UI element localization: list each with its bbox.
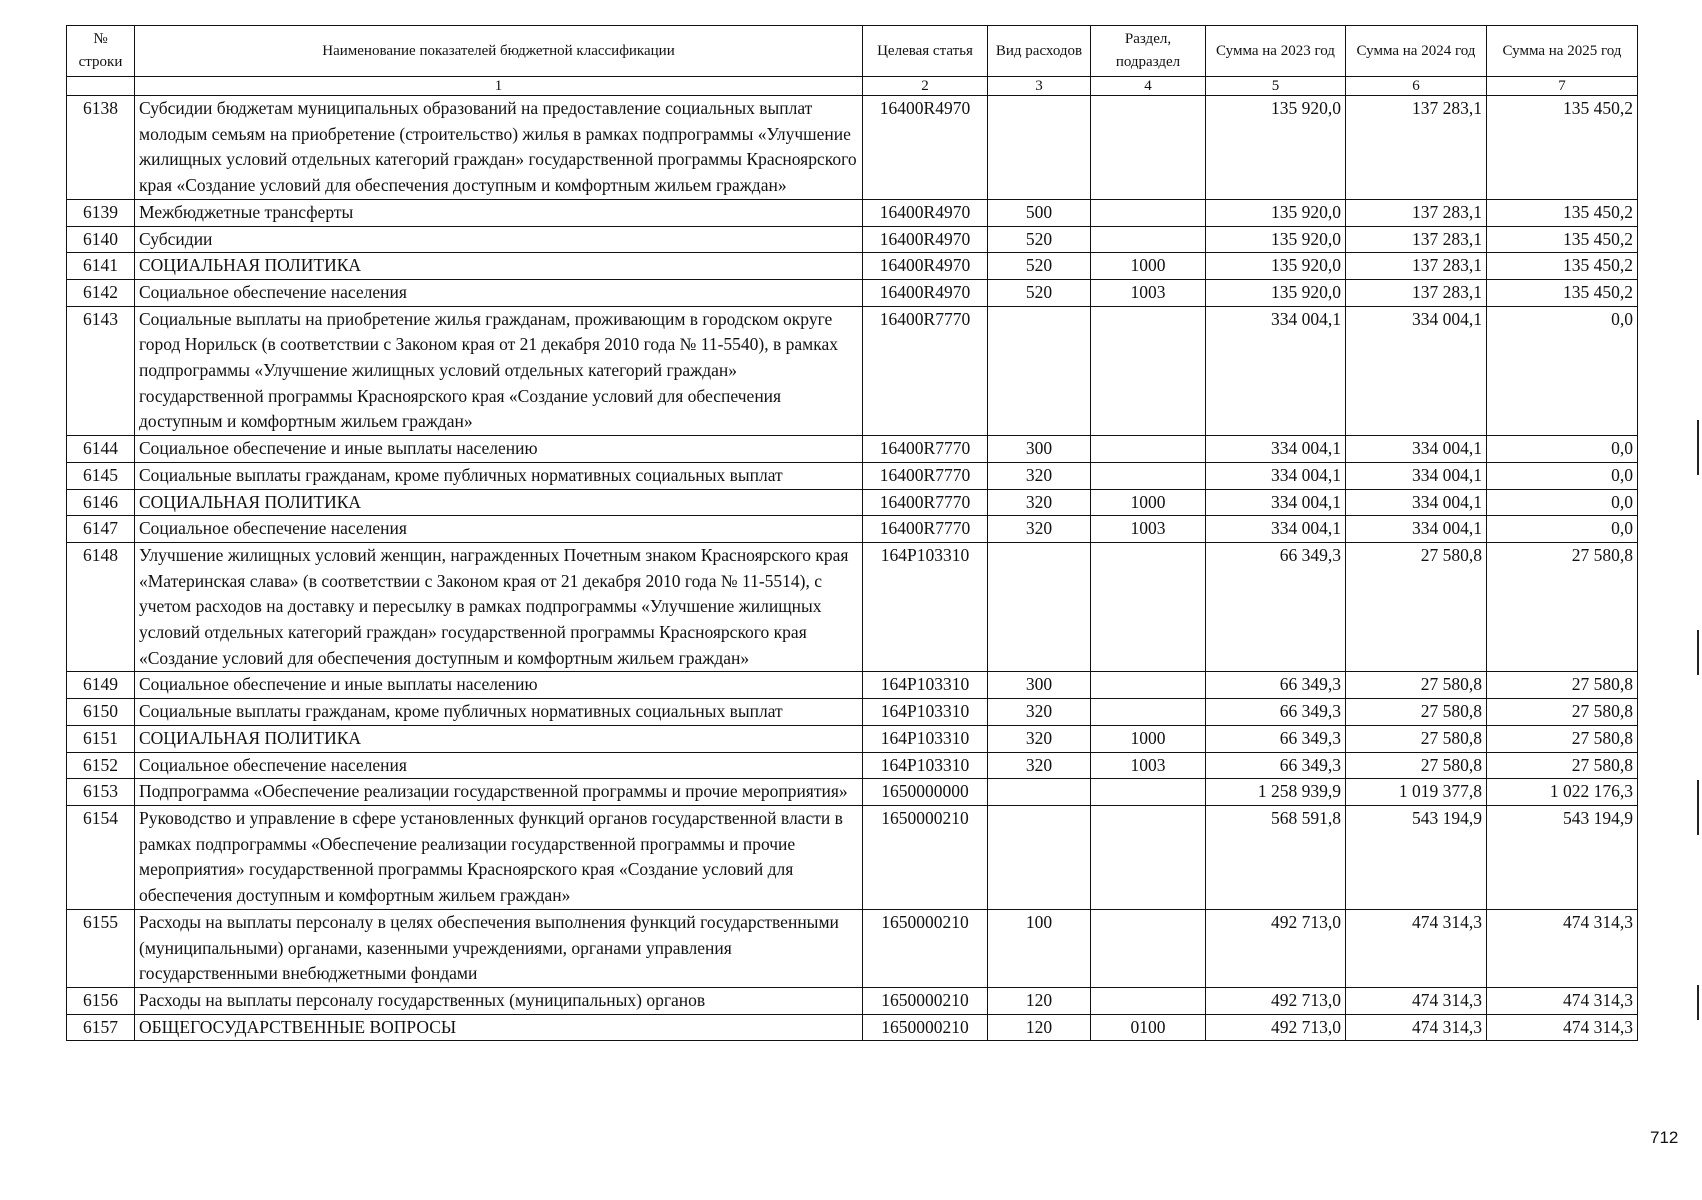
row-kind: 320 bbox=[988, 462, 1091, 489]
row-section bbox=[1091, 462, 1206, 489]
row-section bbox=[1091, 672, 1206, 699]
row-number: 6142 bbox=[67, 279, 135, 306]
table-row bbox=[67, 805, 1638, 909]
row-kind: 300 bbox=[988, 436, 1091, 463]
row-section bbox=[1091, 779, 1206, 806]
scan-edge-mark bbox=[1697, 630, 1699, 675]
row-kind bbox=[988, 779, 1091, 806]
row-kind: 320 bbox=[988, 516, 1091, 543]
row-sum-2024: 137 283,1 bbox=[1346, 279, 1487, 306]
row-sum-2024: 334 004,1 bbox=[1346, 516, 1487, 543]
table-row bbox=[67, 253, 1638, 280]
row-kind: 520 bbox=[988, 279, 1091, 306]
row-number: 6145 bbox=[67, 462, 135, 489]
row-sum-2023: 334 004,1 bbox=[1206, 462, 1346, 489]
table-row bbox=[67, 279, 1638, 306]
row-section: 1000 bbox=[1091, 725, 1206, 752]
row-number: 6154 bbox=[67, 805, 135, 909]
header-section: Раздел, подраздел bbox=[1091, 26, 1206, 77]
row-target: 164P103310 bbox=[863, 699, 988, 726]
row-sum-2023: 334 004,1 bbox=[1206, 489, 1346, 516]
row-kind bbox=[988, 805, 1091, 909]
header-2025: Сумма на 2025 год bbox=[1487, 26, 1638, 77]
row-sum-2023: 135 920,0 bbox=[1206, 226, 1346, 253]
row-section: 0100 bbox=[1091, 1014, 1206, 1041]
row-section bbox=[1091, 909, 1206, 987]
row-sum-2025: 474 314,3 bbox=[1487, 987, 1638, 1014]
row-sum-2024: 27 580,8 bbox=[1346, 752, 1487, 779]
row-section bbox=[1091, 436, 1206, 463]
row-section: 1000 bbox=[1091, 253, 1206, 280]
row-sum-2023: 66 349,3 bbox=[1206, 752, 1346, 779]
row-number: 6155 bbox=[67, 909, 135, 987]
table-row bbox=[67, 489, 1638, 516]
row-target: 16400R7770 bbox=[863, 436, 988, 463]
row-sum-2025: 135 450,2 bbox=[1487, 253, 1638, 280]
colnum-2: 2 bbox=[863, 77, 988, 96]
row-kind: 320 bbox=[988, 725, 1091, 752]
row-section bbox=[1091, 96, 1206, 200]
row-target: 1650000210 bbox=[863, 987, 988, 1014]
row-sum-2025: 1 022 176,3 bbox=[1487, 779, 1638, 806]
row-target: 164P103310 bbox=[863, 542, 988, 672]
row-number: 6143 bbox=[67, 306, 135, 436]
header-row-no: № строки bbox=[67, 26, 135, 77]
table-row bbox=[67, 96, 1638, 200]
row-number: 6140 bbox=[67, 226, 135, 253]
row-number: 6153 bbox=[67, 779, 135, 806]
colnum-7: 7 bbox=[1487, 77, 1638, 96]
row-name: Социальное обеспечение населения bbox=[135, 279, 863, 306]
row-kind bbox=[988, 306, 1091, 436]
table-row bbox=[67, 725, 1638, 752]
table-row bbox=[67, 436, 1638, 463]
row-sum-2024: 137 283,1 bbox=[1346, 253, 1487, 280]
row-kind: 520 bbox=[988, 226, 1091, 253]
row-name: Социальное обеспечение населения bbox=[135, 752, 863, 779]
row-sum-2024: 27 580,8 bbox=[1346, 542, 1487, 672]
row-section: 1003 bbox=[1091, 752, 1206, 779]
table-row bbox=[67, 909, 1638, 987]
table-row bbox=[67, 462, 1638, 489]
row-target: 164P103310 bbox=[863, 752, 988, 779]
row-sum-2024: 27 580,8 bbox=[1346, 699, 1487, 726]
row-sum-2025: 27 580,8 bbox=[1487, 699, 1638, 726]
row-sum-2023: 334 004,1 bbox=[1206, 516, 1346, 543]
scan-edge-mark bbox=[1697, 780, 1699, 835]
table-row bbox=[67, 752, 1638, 779]
scan-edge-mark bbox=[1697, 985, 1699, 1020]
row-sum-2024: 27 580,8 bbox=[1346, 672, 1487, 699]
row-kind: 320 bbox=[988, 489, 1091, 516]
row-sum-2024: 474 314,3 bbox=[1346, 1014, 1487, 1041]
table-row bbox=[67, 306, 1638, 436]
row-target: 16400R4970 bbox=[863, 226, 988, 253]
row-section: 1003 bbox=[1091, 279, 1206, 306]
row-sum-2023: 66 349,3 bbox=[1206, 699, 1346, 726]
table-header-row bbox=[67, 26, 1638, 77]
row-section bbox=[1091, 199, 1206, 226]
row-target: 16400R7770 bbox=[863, 489, 988, 516]
table-row bbox=[67, 699, 1638, 726]
row-name: Подпрограмма «Обеспечение реализации государственной программы и прочие мероприятия» bbox=[135, 779, 863, 806]
header-target: Целевая статья bbox=[863, 26, 988, 77]
row-number: 6147 bbox=[67, 516, 135, 543]
colnum-5: 5 bbox=[1206, 77, 1346, 96]
header-2023: Сумма на 2023 год bbox=[1206, 26, 1346, 77]
row-sum-2025: 0,0 bbox=[1487, 436, 1638, 463]
row-target: 164P103310 bbox=[863, 672, 988, 699]
row-section bbox=[1091, 987, 1206, 1014]
row-sum-2023: 1 258 939,9 bbox=[1206, 779, 1346, 806]
row-kind: 500 bbox=[988, 199, 1091, 226]
row-sum-2025: 474 314,3 bbox=[1487, 909, 1638, 987]
row-sum-2024: 1 019 377,8 bbox=[1346, 779, 1487, 806]
row-sum-2025: 135 450,2 bbox=[1487, 199, 1638, 226]
row-section: 1003 bbox=[1091, 516, 1206, 543]
row-target: 16400R7770 bbox=[863, 516, 988, 543]
row-name: СОЦИАЛЬНАЯ ПОЛИТИКА bbox=[135, 489, 863, 516]
row-target: 1650000210 bbox=[863, 1014, 988, 1041]
row-sum-2024: 334 004,1 bbox=[1346, 462, 1487, 489]
row-target: 16400R7770 bbox=[863, 306, 988, 436]
row-sum-2024: 137 283,1 bbox=[1346, 96, 1487, 200]
row-sum-2025: 0,0 bbox=[1487, 306, 1638, 436]
row-sum-2025: 0,0 bbox=[1487, 516, 1638, 543]
row-sum-2024: 334 004,1 bbox=[1346, 306, 1487, 436]
row-name: Социальное обеспечение и иные выплаты населению bbox=[135, 436, 863, 463]
row-name: Социальные выплаты на приобретение жилья гражданам, проживающим в городском округе город Норильск (в соответствии с Законом края от 21 декабря 2010 года № 11-5540), в рамках подпрограммы «Улучшение жилищных условий отдельных категорий граждан» государственной программы Красноярского края «Создание условий для обеспечения доступным и комфортным жильем граждан» bbox=[135, 306, 863, 436]
row-section bbox=[1091, 805, 1206, 909]
row-target: 16400R4970 bbox=[863, 279, 988, 306]
header-2024: Сумма на 2024 год bbox=[1346, 26, 1487, 77]
header-name: Наименование показателей бюджетной классификации bbox=[135, 26, 863, 77]
row-name: Социальные выплаты гражданам, кроме публичных нормативных социальных выплат bbox=[135, 462, 863, 489]
row-target: 1650000210 bbox=[863, 909, 988, 987]
row-sum-2025: 27 580,8 bbox=[1487, 725, 1638, 752]
row-number: 6152 bbox=[67, 752, 135, 779]
row-sum-2024: 27 580,8 bbox=[1346, 725, 1487, 752]
row-kind: 100 bbox=[988, 909, 1091, 987]
row-sum-2023: 334 004,1 bbox=[1206, 306, 1346, 436]
colnum-1: 1 bbox=[135, 77, 863, 96]
row-name: Социальное обеспечение и иные выплаты населению bbox=[135, 672, 863, 699]
row-sum-2024: 334 004,1 bbox=[1346, 436, 1487, 463]
row-name: Расходы на выплаты персоналу в целях обеспечения выполнения функций государственными (муниципальными) органами, казенными учреждениями, органами управления государственными внебюджетными фондами bbox=[135, 909, 863, 987]
table-row bbox=[67, 987, 1638, 1014]
row-sum-2023: 568 591,8 bbox=[1206, 805, 1346, 909]
row-target: 16400R4970 bbox=[863, 96, 988, 200]
row-sum-2024: 137 283,1 bbox=[1346, 226, 1487, 253]
row-number: 6150 bbox=[67, 699, 135, 726]
row-kind bbox=[988, 542, 1091, 672]
row-sum-2023: 135 920,0 bbox=[1206, 279, 1346, 306]
table-row bbox=[67, 199, 1638, 226]
row-number: 6148 bbox=[67, 542, 135, 672]
row-sum-2023: 66 349,3 bbox=[1206, 725, 1346, 752]
row-name: СОЦИАЛЬНАЯ ПОЛИТИКА bbox=[135, 253, 863, 280]
row-sum-2025: 0,0 bbox=[1487, 462, 1638, 489]
row-name: Межбюджетные трансферты bbox=[135, 199, 863, 226]
row-sum-2023: 334 004,1 bbox=[1206, 436, 1346, 463]
row-target: 16400R4970 bbox=[863, 199, 988, 226]
row-sum-2025: 135 450,2 bbox=[1487, 96, 1638, 200]
row-sum-2023: 492 713,0 bbox=[1206, 1014, 1346, 1041]
row-target: 164P103310 bbox=[863, 725, 988, 752]
row-sum-2023: 492 713,0 bbox=[1206, 987, 1346, 1014]
row-name: ОБЩЕГОСУДАРСТВЕННЫЕ ВОПРОСЫ bbox=[135, 1014, 863, 1041]
page-number: 712 bbox=[1650, 1128, 1679, 1147]
row-section bbox=[1091, 306, 1206, 436]
row-sum-2024: 334 004,1 bbox=[1346, 489, 1487, 516]
scan-edge-mark bbox=[1697, 420, 1699, 475]
row-number: 6138 bbox=[67, 96, 135, 200]
row-sum-2024: 474 314,3 bbox=[1346, 909, 1487, 987]
row-name: Субсидии бюджетам муниципальных образований на предоставление социальных выплат молодым семьям на приобретение (строительство) жилья в рамках подпрограммы «Улучшение жилищных условий отдельных категорий граждан» государственной программы Красноярского края «Создание условий для обеспечения доступным и комфортным жильем граждан» bbox=[135, 96, 863, 200]
row-kind: 520 bbox=[988, 253, 1091, 280]
table-row bbox=[67, 672, 1638, 699]
row-sum-2025: 474 314,3 bbox=[1487, 1014, 1638, 1041]
row-kind: 320 bbox=[988, 699, 1091, 726]
row-sum-2025: 0,0 bbox=[1487, 489, 1638, 516]
row-target: 1650000210 bbox=[863, 805, 988, 909]
row-sum-2025: 135 450,2 bbox=[1487, 226, 1638, 253]
row-sum-2024: 543 194,9 bbox=[1346, 805, 1487, 909]
row-kind: 320 bbox=[988, 752, 1091, 779]
row-sum-2023: 66 349,3 bbox=[1206, 672, 1346, 699]
row-section bbox=[1091, 699, 1206, 726]
row-name: Социальное обеспечение населения bbox=[135, 516, 863, 543]
colnum-0 bbox=[67, 77, 135, 96]
row-target: 1650000000 bbox=[863, 779, 988, 806]
row-section bbox=[1091, 226, 1206, 253]
row-sum-2023: 135 920,0 bbox=[1206, 199, 1346, 226]
row-sum-2023: 492 713,0 bbox=[1206, 909, 1346, 987]
row-sum-2025: 27 580,8 bbox=[1487, 672, 1638, 699]
row-name: Расходы на выплаты персоналу государственных (муниципальных) органов bbox=[135, 987, 863, 1014]
row-number: 6146 bbox=[67, 489, 135, 516]
row-name: Социальные выплаты гражданам, кроме публичных нормативных социальных выплат bbox=[135, 699, 863, 726]
table-row bbox=[67, 779, 1638, 806]
row-kind bbox=[988, 96, 1091, 200]
column-numbers-row bbox=[67, 77, 1638, 96]
colnum-6: 6 bbox=[1346, 77, 1487, 96]
row-number: 6149 bbox=[67, 672, 135, 699]
row-name: СОЦИАЛЬНАЯ ПОЛИТИКА bbox=[135, 725, 863, 752]
row-name: Субсидии bbox=[135, 226, 863, 253]
colnum-3: 3 bbox=[988, 77, 1091, 96]
row-sum-2024: 137 283,1 bbox=[1346, 199, 1487, 226]
row-sum-2023: 135 920,0 bbox=[1206, 96, 1346, 200]
table-row bbox=[67, 516, 1638, 543]
colnum-4: 4 bbox=[1091, 77, 1206, 96]
row-number: 6157 bbox=[67, 1014, 135, 1041]
row-number: 6144 bbox=[67, 436, 135, 463]
row-kind: 120 bbox=[988, 1014, 1091, 1041]
row-sum-2024: 474 314,3 bbox=[1346, 987, 1487, 1014]
table-row bbox=[67, 226, 1638, 253]
row-name: Улучшение жилищных условий женщин, награжденных Почетным знаком Красноярского края «Материнская слава» (в соответствии с Законом края от 21 декабря 2010 года № 11-5514), с учетом расходов на доставку и пересылку в рамках подпрограммы «Улучшение жилищных условий отдельных категорий граждан» государственной программы Красноярского края «Создание условий для обеспечения доступным и комфортным жильем граждан» bbox=[135, 542, 863, 672]
row-sum-2023: 135 920,0 bbox=[1206, 253, 1346, 280]
row-target: 16400R4970 bbox=[863, 253, 988, 280]
row-sum-2025: 543 194,9 bbox=[1487, 805, 1638, 909]
row-number: 6141 bbox=[67, 253, 135, 280]
row-kind: 300 bbox=[988, 672, 1091, 699]
table-row bbox=[67, 1014, 1638, 1041]
row-kind: 120 bbox=[988, 987, 1091, 1014]
header-kind: Вид расходов bbox=[988, 26, 1091, 77]
budget-table bbox=[66, 25, 1638, 1041]
row-number: 6156 bbox=[67, 987, 135, 1014]
row-sum-2025: 135 450,2 bbox=[1487, 279, 1638, 306]
row-name: Руководство и управление в сфере установленных функций органов государственной власти в рамках подпрограммы «Обеспечение реализации государственной программы и прочие мероприятия» государственной программы Красноярского края «Создание условий для обеспечения доступным и комфортным жильем граждан» bbox=[135, 805, 863, 909]
row-target: 16400R7770 bbox=[863, 462, 988, 489]
row-sum-2025: 27 580,8 bbox=[1487, 752, 1638, 779]
row-section: 1000 bbox=[1091, 489, 1206, 516]
row-sum-2023: 66 349,3 bbox=[1206, 542, 1346, 672]
row-number: 6139 bbox=[67, 199, 135, 226]
row-sum-2025: 27 580,8 bbox=[1487, 542, 1638, 672]
row-number: 6151 bbox=[67, 725, 135, 752]
row-section bbox=[1091, 542, 1206, 672]
table-row bbox=[67, 542, 1638, 672]
